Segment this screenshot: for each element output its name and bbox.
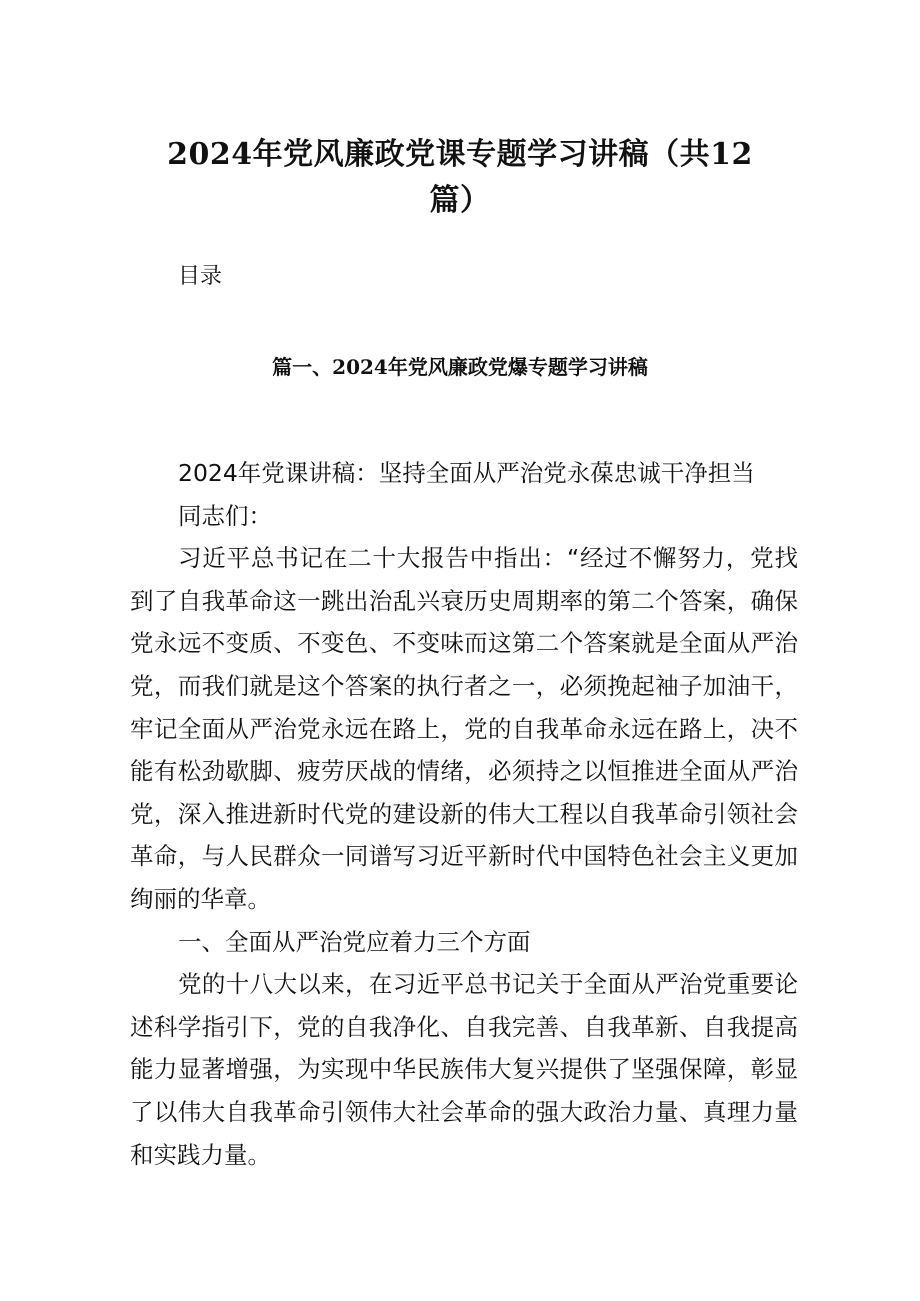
- body-text: [130, 452, 798, 1176]
- article-subtitle: 2024年党课讲稿：坚持全面从严治党永葆忠诚干净担当: [178, 459, 755, 487]
- document-title-line-1: 2024年党风廉政党课专题学习讲稿（共12: [167, 137, 753, 172]
- document-title-line-2: 篇）: [429, 183, 491, 218]
- document-title: [120, 132, 800, 224]
- salutation: 同志们：: [178, 501, 272, 530]
- section-heading: 一、全面从严治党应着力三个方面: [178, 927, 531, 956]
- toc-entry-1: 篇一、2024年党风廉政党爆专题学习讲稿: [272, 355, 648, 379]
- body-paragraph: 党的十八大以来，在习近平总书记关于全面从严治党重要论述科学指引下，党的自我净化、自我完善、自我革新、自我提高能力显著增强，为实现中华民族伟大复兴提供了坚强保障，彰显了以伟大自我革命引领伟大社会革命的强大政治力量、真理力量和实践力量。: [130, 970, 798, 1169]
- toc-heading: 目录: [178, 264, 223, 289]
- body-paragraph: 习近平总书记在二十大报告中指出：“经过不懈努力，党找到了自我革命这一跳出治乱兴衰历史周期率的第二个答案，确保党永远不变质、不变色、不变味而这第二个答案就是全面从严治党，而我们就是这个答案的执行者之一，必须挽起袖子加油干，牢记全面从严治党永远在路上，党的自我革命永远在路上，决不能有松劲歇脚、疲劳厌战的情绪，必须持之以恒推进全面从严治党，深入推进新时代党的建设新的伟大工程以自我革命引领社会革命，与人民群众一同谱写习近平新时代中国特色社会主义更加绚丽的华章。: [130, 544, 798, 913]
